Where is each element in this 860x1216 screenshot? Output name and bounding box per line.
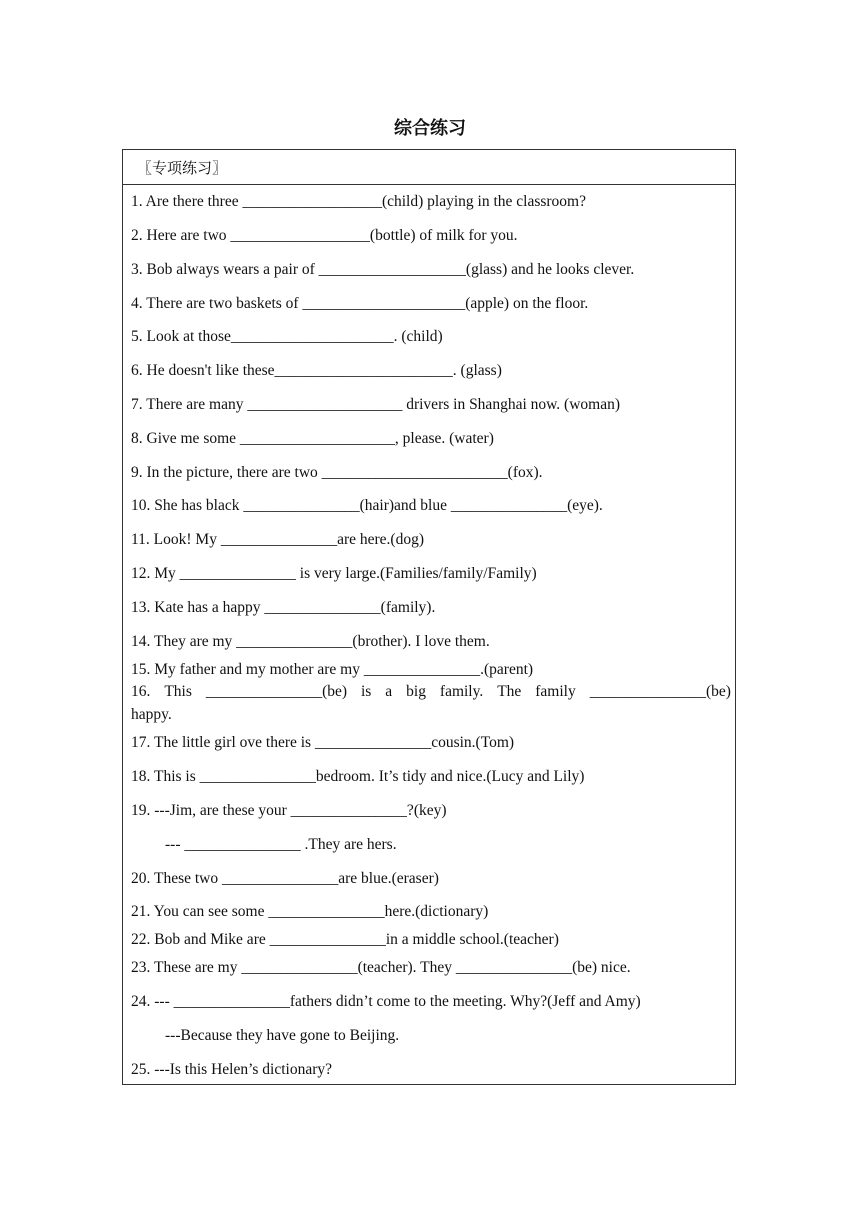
exercise-line-24-answer: ---Because they have gone to Beijing. (165, 1027, 400, 1044)
exercise-line-23: 23. These are my _______________(teacher). They _______________(be) nice. (131, 959, 631, 976)
exercise-line-6: 6. He doesn't like these_______________________. (glass) (131, 362, 502, 379)
exercise-line-19: 19. ---Jim, are these your _______________?(key) (131, 802, 447, 819)
exercise-line-13: 13. Kate has a happy _______________(family). (131, 599, 436, 616)
exercise-line-18: 18. This is _______________bedroom. It’s tidy and nice.(Lucy and Lily) (131, 768, 585, 785)
exercise-line-20: 20. These two _______________are blue.(eraser) (131, 870, 439, 887)
exercise-line-5: 5. Look at those_____________________. (child) (131, 328, 443, 345)
exercise-line-16-continuation: happy. (131, 706, 172, 723)
exercise-line-9: 9. In the picture, there are two ________________________(fox). (131, 464, 543, 481)
exercise-line-22: 22. Bob and Mike are _______________in a middle school.(teacher) (131, 931, 559, 948)
line16-word: big (406, 683, 426, 700)
exercise-line-17: 17. The little girl ove there is _______________cousin.(Tom) (131, 734, 515, 751)
exercise-line-25: 25. ---Is this Helen’s dictionary? (131, 1061, 333, 1078)
line16-word: _______________(be) (589, 683, 731, 700)
exercise-line-24: 24. --- _______________fathers didn’t come to the meeting. Why?(Jeff and Amy) (131, 993, 641, 1010)
exercise-line-21: 21. You can see some _______________here.(dictionary) (131, 903, 489, 920)
page-title: 综合练习 (394, 118, 466, 139)
line16-word: a (385, 683, 393, 700)
exercise-line-12: 12. My _______________ is very large.(Families/family/Family) (131, 565, 537, 582)
exercise-line-2: 2. Here are two __________________(bottle) of milk for you. (131, 227, 518, 244)
line16-word: The (497, 683, 522, 700)
line16-word: _______________(be) (205, 683, 348, 700)
exercise-line-19-answer: --- _______________ .They are hers. (165, 836, 397, 853)
line16-word: family. (439, 683, 484, 700)
exercise-line-10: 10. She has black _______________(hair)and blue _______________(eye). (131, 497, 603, 514)
line16-word: family (535, 683, 576, 700)
exercise-line-14: 14. They are my _______________(brother). I love them. (131, 633, 490, 650)
exercise-box (122, 149, 736, 1085)
exercise-line-16 (131, 683, 731, 701)
exercise-line-4: 4. There are two baskets of _____________________(apple) on the floor. (131, 295, 589, 312)
exercise-line-15: 15. My father and my mother are my _______________.(parent) (131, 661, 534, 678)
exercise-line-1: 1. Are there three __________________(child) playing in the classroom? (131, 193, 586, 210)
exercise-line-11: 11. Look! My _______________are here.(dog) (131, 531, 425, 548)
line16-word: This (164, 683, 192, 700)
section-header: 〖专项练习〗 (123, 150, 735, 185)
exercise-line-3: 3. Bob always wears a pair of ___________________(glass) and he looks clever. (131, 261, 635, 278)
line16-word: is (361, 683, 372, 700)
exercise-line-7: 7. There are many ____________________ drivers in Shanghai now. (woman) (131, 396, 621, 413)
exercise-line-8: 8. Give me some ____________________, please. (water) (131, 430, 494, 447)
line16-word: 16. (131, 683, 151, 700)
